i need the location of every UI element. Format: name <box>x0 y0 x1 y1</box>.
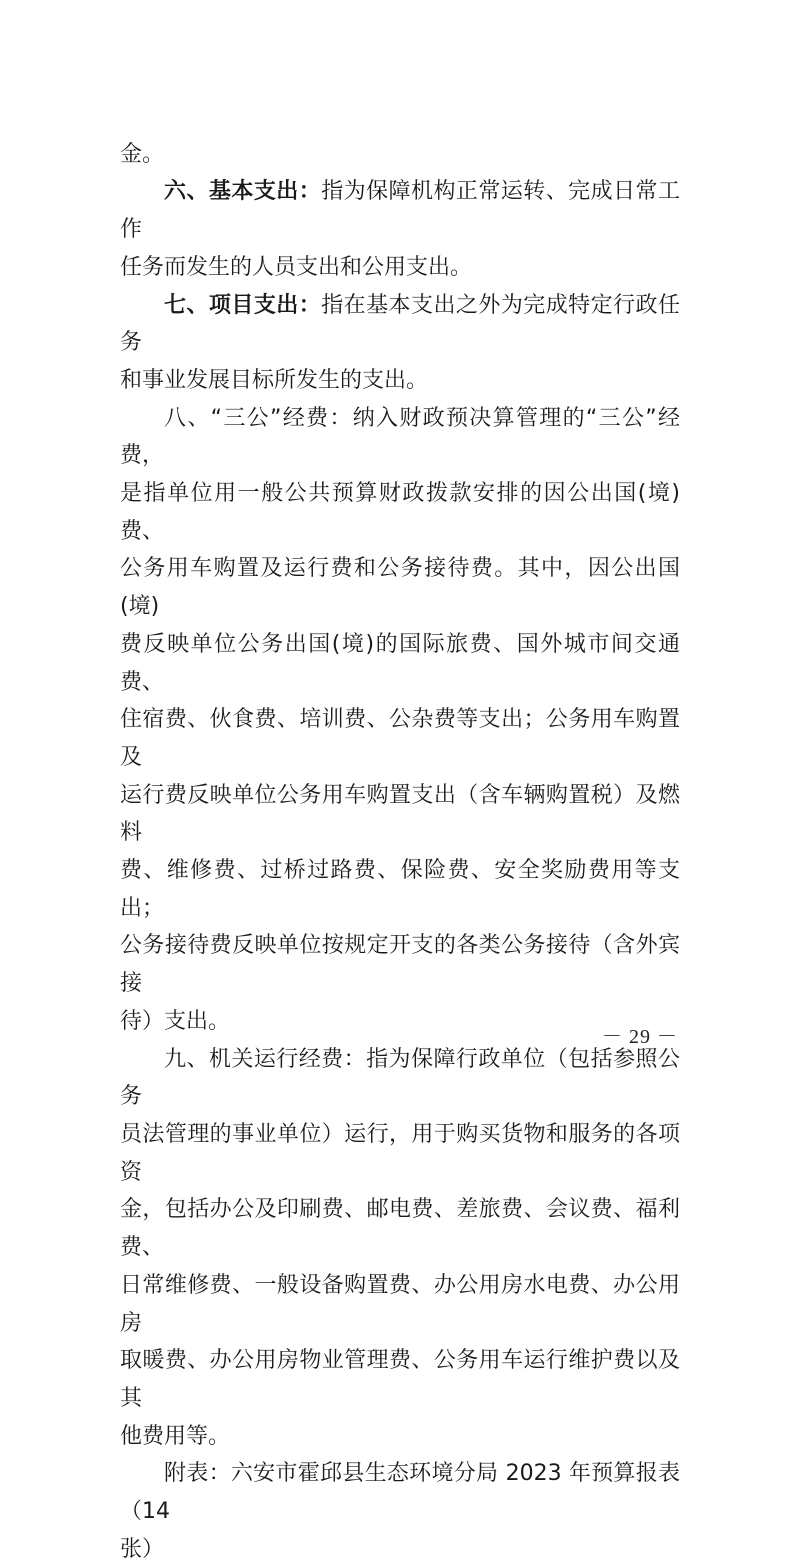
document-body <box>120 98 680 1568</box>
paragraph-basic-expenditure <box>120 173 680 286</box>
paragraph-text: 八、“三公”经费：纳入财政预决算管理的“三公”经费， 是指单位用一般公共预算财政拨款安排的因公出国(境)费、 公务用车购置及运行费和公务接待费。其中，因公出国(境) 费反映单位公务出国(境)的国际旅费、国外城市间交通费、 住宿费、伙食费、培训费、公杂费等支出；公务用车购置及 运行费反映单位公务用车购置支出（含车辆购置税）及燃料 费、维修费、过桥过路费、保险费、安全奖励费用等支出； 公务接待费反映单位按规定开支的各类公务接待（含外宾接 待）支出。 <box>120 405 680 1034</box>
paragraph-lead: 七、项目支出： <box>164 292 322 318</box>
paragraph-lead: 六、基本支出： <box>164 179 322 205</box>
paragraph-operating-expenses <box>120 1041 680 1456</box>
paragraph-text: 指在基本支出之外为完成特定行政任务 和事业发展目标所发生的支出。 <box>120 292 680 393</box>
paragraph-text: 九、机关运行经费：指为保障行政单位（包括参照公务 员法管理的事业单位）运行，用于购买货物和服务的各项资 金，包括办公及印刷费、邮电费、差旅费、会议费、福利费、 日常维修费、一般设备购置费、办公用房水电费、办公用房 取暖费、办公用房物业管理费、公务用车运行维护费以及其 他费用等。 <box>120 1046 680 1449</box>
paragraph-project-expenditure <box>120 287 680 400</box>
paragraph-three-public-expenses <box>120 400 680 1041</box>
paragraph-text: 金。 <box>120 141 165 167</box>
paragraph-text: 指为保障机构正常运转、完成日常工作 任务而发生的人员支出和公用支出。 <box>120 179 680 280</box>
paragraph-text: 附表：六安市霍邱县生态环境分局 2023 年预算报表（14 张） <box>120 1461 680 1562</box>
paragraph-continuation <box>120 98 680 173</box>
paragraph-attachment <box>120 1455 680 1568</box>
page-number: － 29 － <box>602 1026 678 1048</box>
